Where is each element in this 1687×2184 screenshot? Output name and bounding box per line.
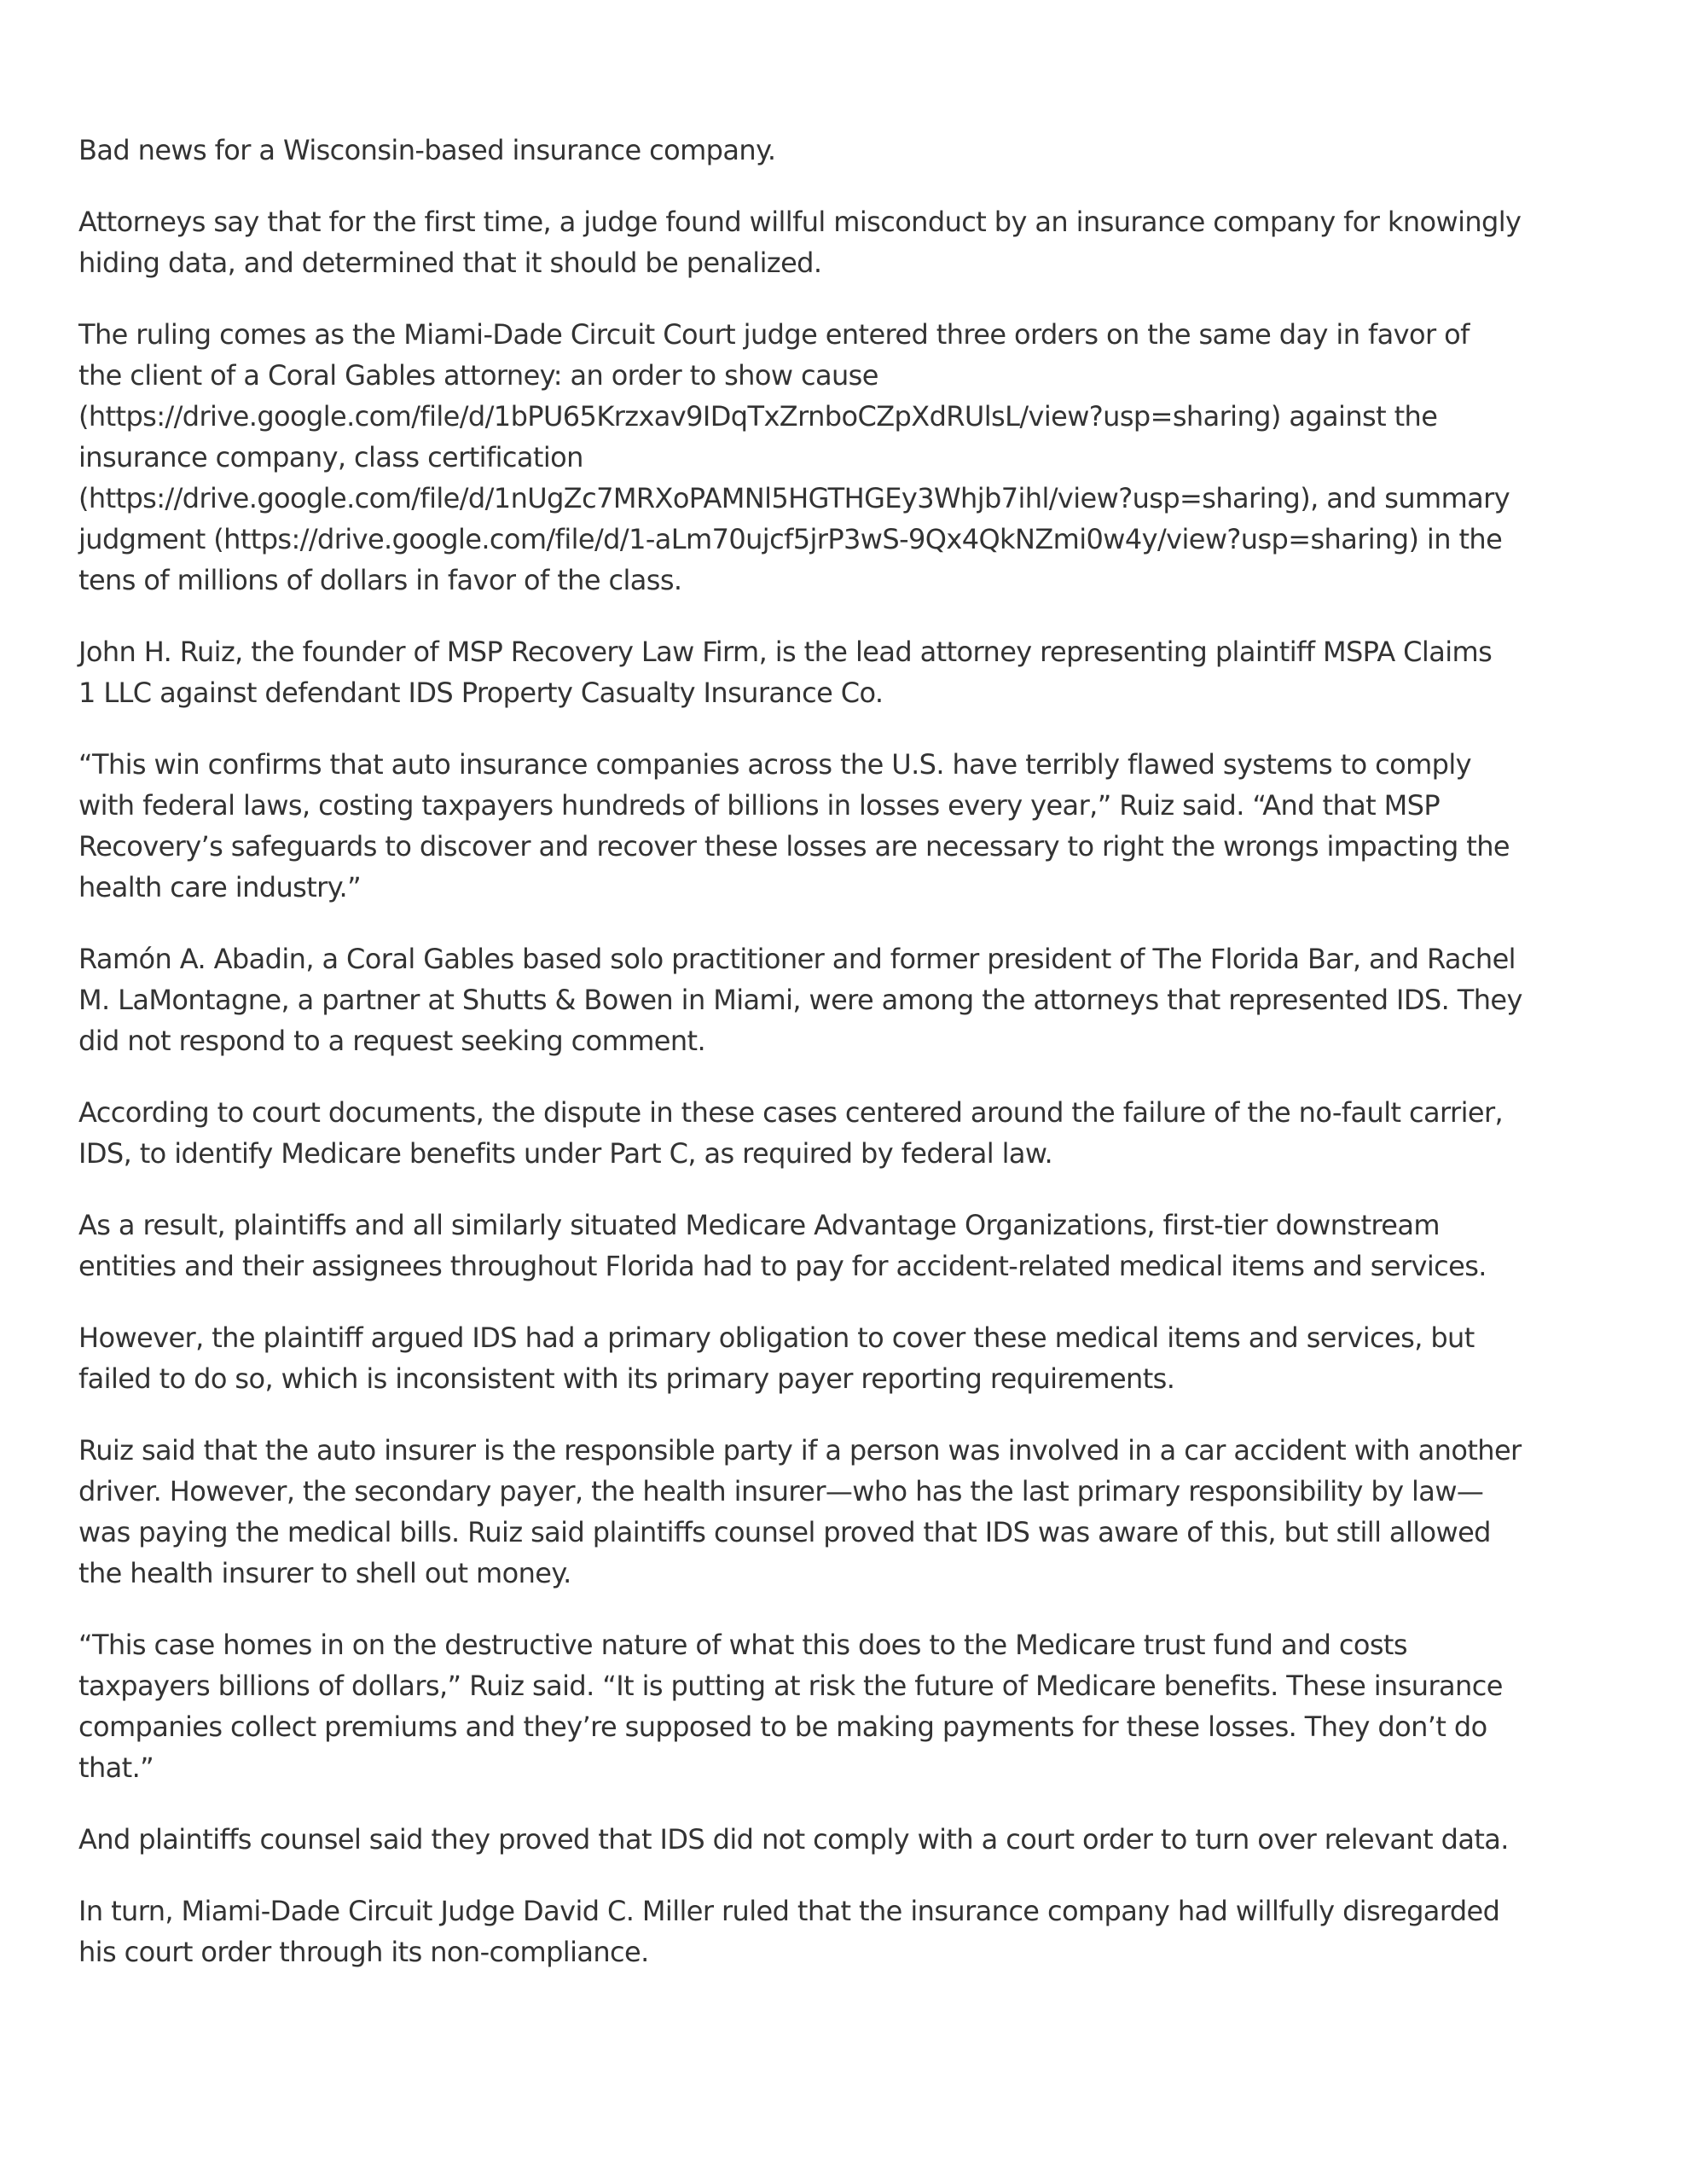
text-line: IDS, to identify Medicare benefits under Part C, as required by federal law.: [78, 1137, 1053, 1170]
paragraph-plaintiff-argued: [78, 1317, 1631, 1399]
text-line: However, the plaintiff argued IDS had a primary obligation to cover these medical items and services, but: [78, 1321, 1475, 1354]
text-line: health care industry.”: [78, 871, 362, 903]
paragraph-lead-attorney: [78, 631, 1631, 713]
text-line: tens of millions of dollars in favor of the class.: [78, 564, 682, 596]
text-line: John H. Ruiz, the founder of MSP Recovery Law Firm, is the lead attorney representing plaintiff MSPA Claims: [78, 636, 1493, 668]
paragraph-result: [78, 1205, 1631, 1287]
paragraph-intro: [78, 130, 1631, 171]
text-line: his court order through its non-compliance.: [78, 1936, 649, 1968]
summary-judgment-url-line: judgment (https://drive.google.com/file/d/1-aLm70ujcf5jrP3wS-9Qx4QkNZmi0w4y/view?usp=sharing) in the: [78, 523, 1503, 555]
paragraph-responsible-party: [78, 1430, 1631, 1594]
text-line: And plaintiffs counsel said they proved that IDS did not comply with a court order to turn over relevant data.: [78, 1823, 1509, 1856]
paragraph-judge-ruling: [78, 1891, 1631, 1972]
text-line: As a result, plaintiffs and all similarly situated Medicare Advantage Organizations, first-tier downstream: [78, 1209, 1440, 1241]
text-line: According to court documents, the dispute in these cases centered around the failure of the no-fault carrier,: [78, 1096, 1504, 1129]
text-line: Ruiz said that the auto insurer is the responsible party if a person was involved in a car accident with another: [78, 1434, 1522, 1467]
paragraph-ids-attorneys: [78, 938, 1631, 1061]
text-line: Bad news for a Wisconsin-based insurance company.: [78, 134, 776, 166]
paragraph-ruiz-quote-1: [78, 744, 1631, 908]
article-body: [78, 130, 1631, 2003]
text-line: hiding data, and determined that it should be penalized.: [78, 247, 822, 279]
paragraph-three-orders: [78, 314, 1631, 601]
class-certification-url-line: (https://drive.google.com/file/d/1nUgZc7MRXoPAMNl5HGTHGEy3Whjb7ihl/view?usp=sharing), and summary: [78, 482, 1510, 514]
text-line: the client of a Coral Gables attorney: an order to show cause: [78, 359, 878, 392]
text-line: companies collect premiums and they’re supposed to be making payments for these losses. They don’t do: [78, 1711, 1487, 1743]
text-line: “This case homes in on the destructive nature of what this does to the Medicare trust fund and costs: [78, 1629, 1407, 1661]
paragraph-ruiz-quote-2: [78, 1624, 1631, 1788]
text-line: failed to do so, which is inconsistent with its primary payer reporting requirements.: [78, 1362, 1175, 1395]
text-line: In turn, Miami-Dade Circuit Judge David C. Miller ruled that the insurance company had willfully disregarded: [78, 1895, 1500, 1927]
text-line: insurance company, class certification: [78, 441, 583, 473]
paragraph-court-order-data: [78, 1819, 1631, 1860]
text-line: did not respond to a request seeking comment.: [78, 1025, 706, 1057]
text-line: Attorneys say that for the first time, a judge found willful misconduct by an insurance company for knowingly: [78, 206, 1522, 238]
text-line: that.”: [78, 1751, 154, 1784]
text-line: 1 LLC against defendant IDS Property Casualty Insurance Co.: [78, 677, 884, 709]
paragraph-court-documents: [78, 1092, 1631, 1174]
paragraph-willful-misconduct: [78, 201, 1631, 283]
text-line: entities and their assignees throughout Florida had to pay for accident-related medical items and services.: [78, 1250, 1487, 1282]
text-line: driver. However, the secondary payer, the health insurer—who has the last primary responsibility by law—: [78, 1475, 1484, 1507]
text-line: The ruling comes as the Miami-Dade Circuit Court judge entered three orders on the same day in favor of: [78, 318, 1470, 351]
text-line: was paying the medical bills. Ruiz said plaintiffs counsel proved that IDS was aware of this, but still allowed: [78, 1516, 1491, 1548]
text-line: the health insurer to shell out money.: [78, 1557, 571, 1589]
text-line: M. LaMontagne, a partner at Shutts & Bowen in Miami, were among the attorneys that represented IDS. They: [78, 984, 1522, 1016]
text-line: Recovery’s safeguards to discover and recover these losses are necessary to right the wrongs impacting the: [78, 830, 1510, 863]
text-line: taxpayers billions of dollars,” Ruiz said. “It is putting at risk the future of Medicare benefits. These insurance: [78, 1670, 1503, 1702]
order-to-show-cause-url-line: (https://drive.google.com/file/d/1bPU65Krzxav9IDqTxZrnboCZpXdRUlsL/view?usp=sharing) against the: [78, 400, 1438, 433]
text-line: Ramón A. Abadin, a Coral Gables based solo practitioner and former president of The Florida Bar, and Rachel: [78, 943, 1516, 975]
text-line: with federal laws, costing taxpayers hundreds of billions in losses every year,” Ruiz said. “And that MSP: [78, 789, 1441, 822]
text-line: “This win confirms that auto insurance companies across the U.S. have terribly flawed systems to comply: [78, 748, 1471, 781]
